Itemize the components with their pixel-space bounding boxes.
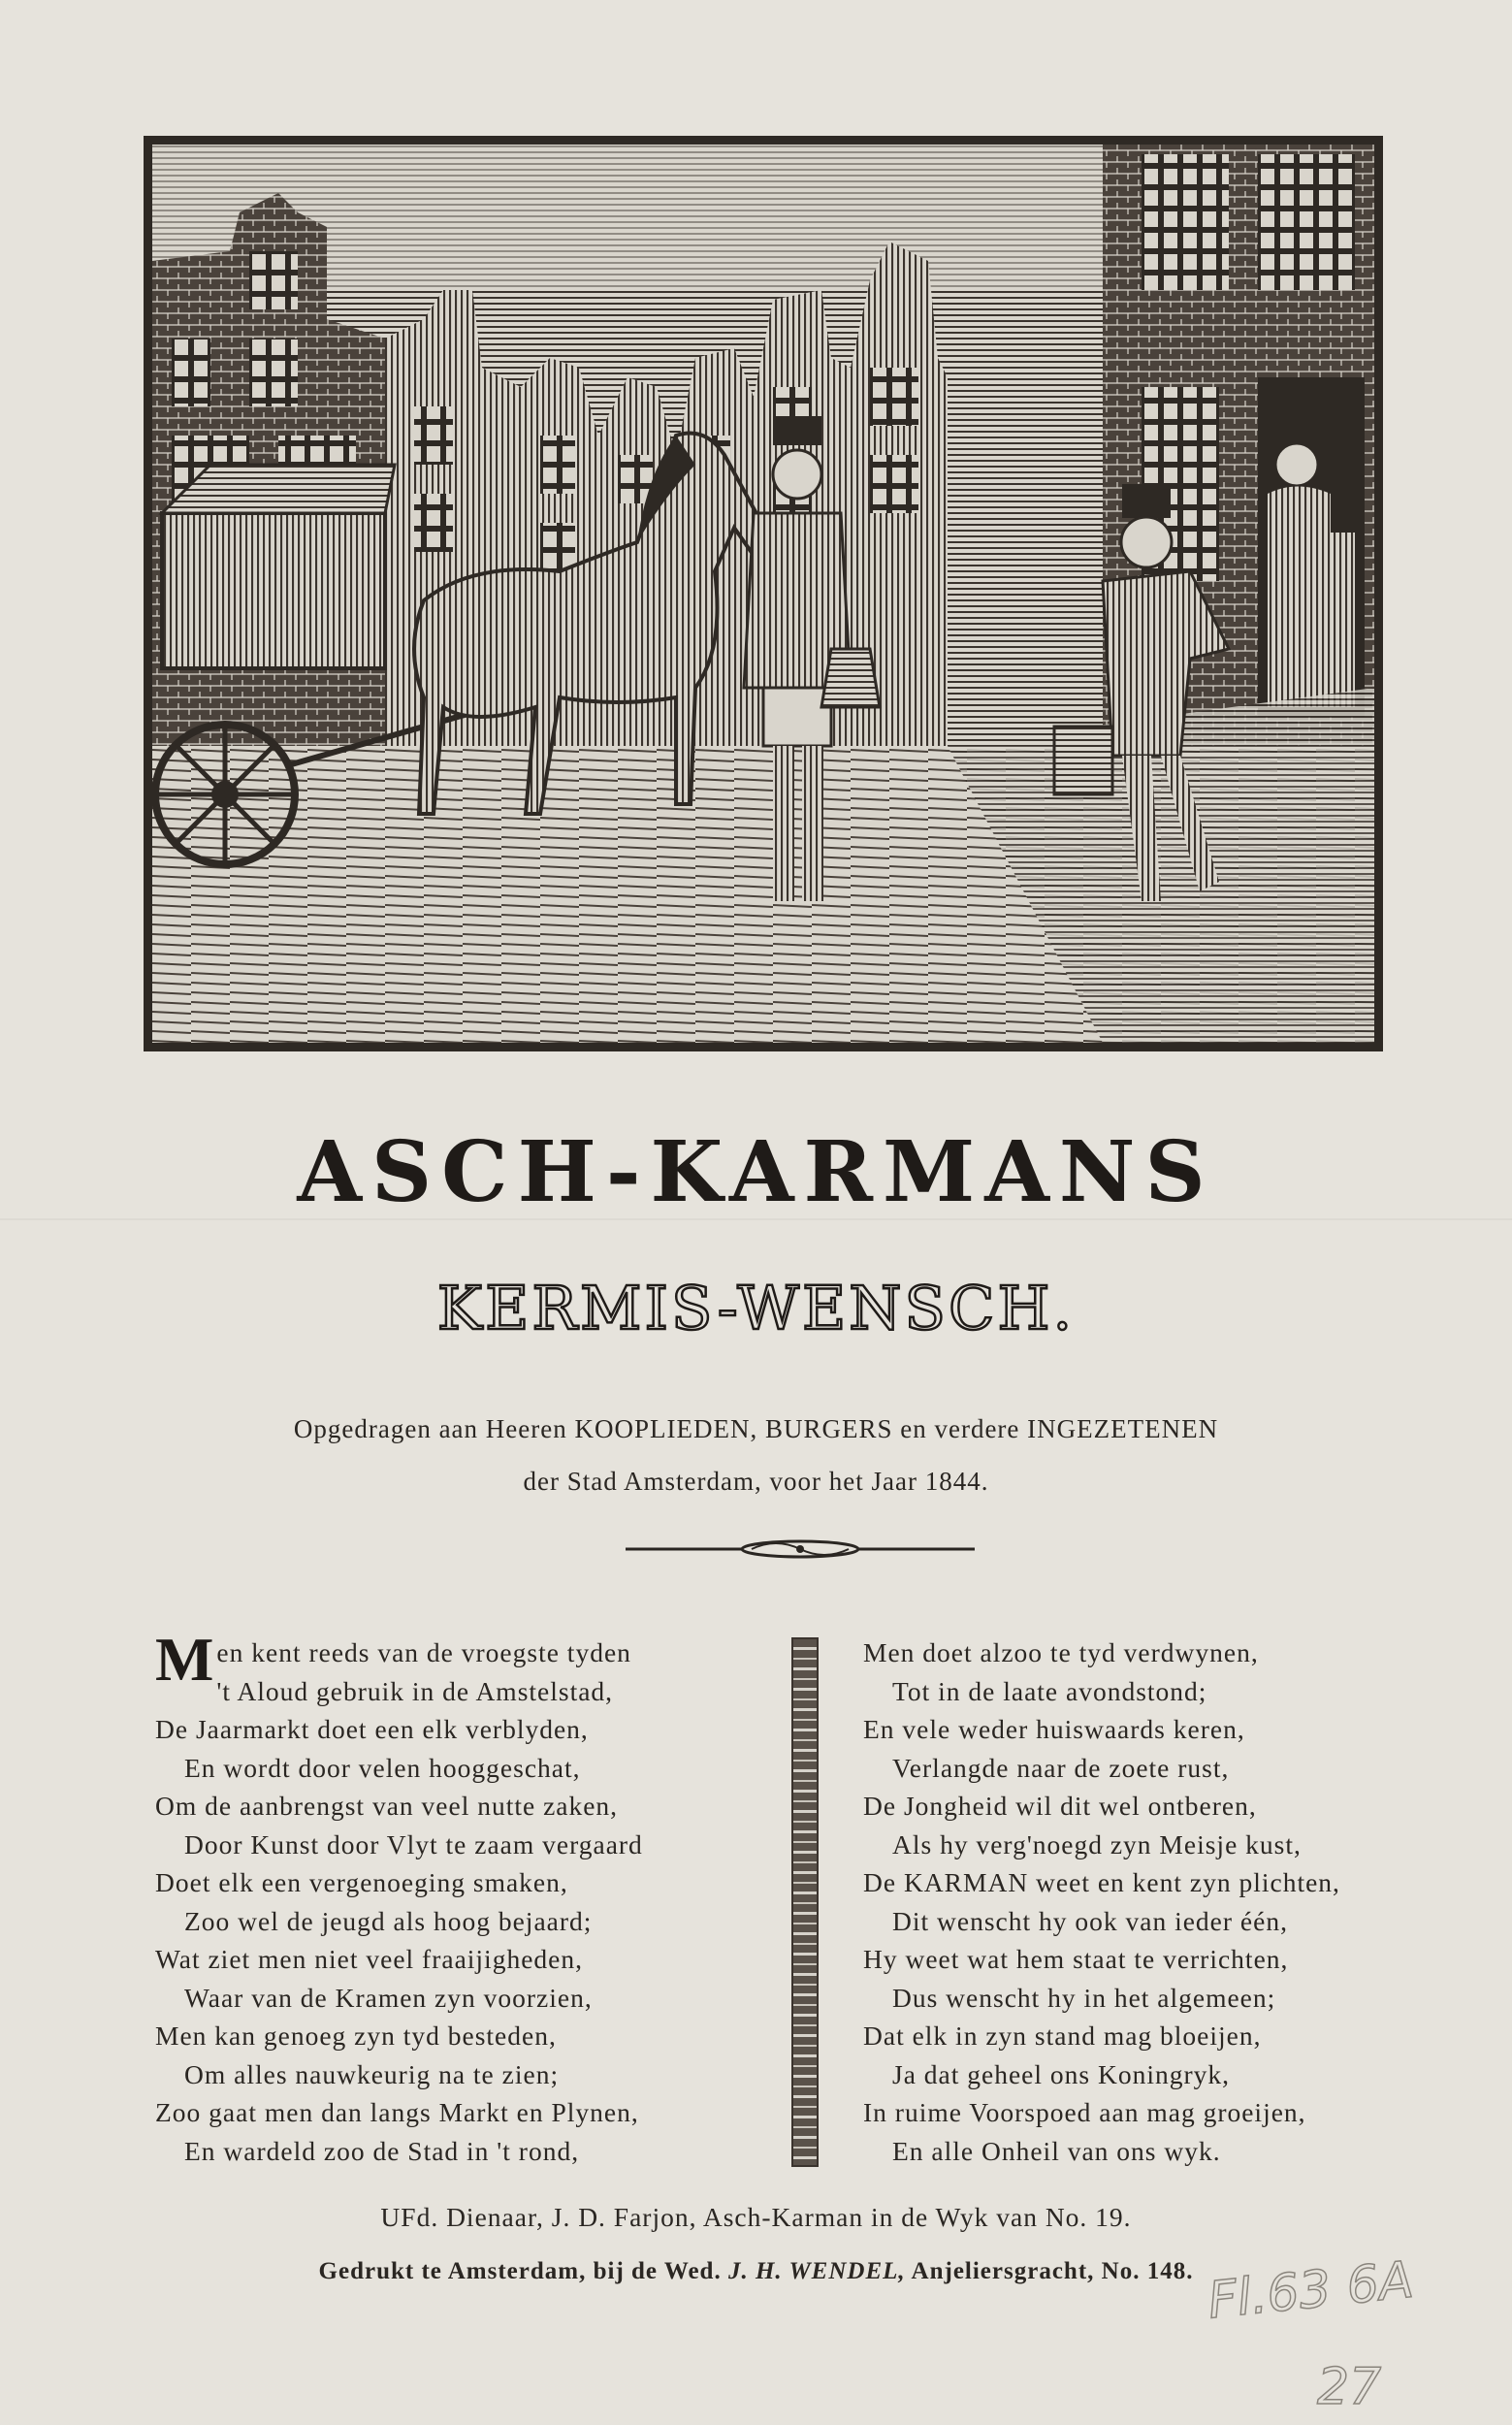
- poster-subtitle: KERMIS-WENSCH.: [436, 1273, 1076, 1343]
- verse-text: Hy weet wat hem staat te verrichten,: [863, 1944, 1289, 1974]
- verse-line: [863, 1979, 1340, 2018]
- verse-line: [863, 2017, 1340, 2055]
- verse-text: en kent reeds van de vroegste tyden: [216, 1637, 631, 1667]
- verse-text: Wat ziet men niet veel fraaijigheden,: [155, 1944, 583, 1974]
- printer-prefix: Gedrukt te Amsterdam, bij de Wed.: [318, 2258, 722, 2284]
- verse-line: [155, 2017, 643, 2055]
- poster-title: ASCH-KARMANS: [297, 1123, 1215, 1221]
- verse-text: Als hy verg'noegd zyn Meisje kust,: [892, 1828, 1302, 1859]
- verse-line: [155, 1787, 643, 1826]
- verse-text: De KARMAN weet en kent zyn plichten,: [863, 1867, 1340, 1897]
- verse-line: [155, 1979, 643, 2018]
- dedication-line-2: der Stad Amsterdam, voor het Jaar 1844.: [523, 1467, 989, 1496]
- verse-line: [863, 2132, 1340, 2171]
- verse-text: Dat elk in zyn stand mag bloeijen,: [863, 2021, 1262, 2051]
- verse-line: [155, 1902, 643, 1941]
- verse-text: Waar van de Kramen zyn voorzien,: [184, 1982, 593, 2013]
- column-divider-ornament: [791, 1637, 819, 2167]
- verse-line: [155, 1863, 643, 1902]
- verse-line: [863, 1863, 1340, 1902]
- verse-line: [863, 1902, 1340, 1941]
- verse-text: En wordt door velen hooggeschat,: [184, 1752, 581, 1783]
- archival-mark-text: Fl.63 6A: [1205, 2250, 1417, 2331]
- verse-line: [863, 2093, 1340, 2132]
- verse-text: En alle Onheil van ons wyk.: [892, 2135, 1221, 2166]
- verse-text: Zoo wel de jeugd als hoog bejaard;: [184, 1905, 593, 1936]
- verse-text: Dit wenscht hy ook van ieder één,: [892, 1905, 1288, 1936]
- verse-text: Doet elk een vergenoeging smaken,: [155, 1867, 568, 1897]
- verse-text: Om alles nauwkeurig na te zien;: [184, 2058, 560, 2089]
- verse-right-column: [863, 1633, 1340, 2170]
- verse-text: Zoo gaat men dan langs Markt en Plynen,: [155, 2097, 639, 2127]
- verse-line: [155, 2055, 643, 2094]
- verse-line: [155, 2132, 643, 2171]
- verse-line: [155, 1672, 643, 1711]
- verse-line: [155, 2093, 643, 2132]
- verse-text: Dus wenscht hy in het algemeen;: [892, 1982, 1276, 2013]
- printer-suffix: Anjeliersgracht, No. 148.: [911, 2258, 1194, 2284]
- verse-line: [863, 2055, 1340, 2094]
- verse-text: Men kan genoeg zyn tyd besteden,: [155, 2021, 557, 2051]
- verse-line: [863, 1749, 1340, 1788]
- verse-text: Door Kunst door Vlyt te zaam vergaard: [184, 1828, 643, 1859]
- verse-text: Men doet alzoo te tyd verdwynen,: [863, 1637, 1259, 1667]
- verse-text: En wardeld zoo de Stad in 't rond,: [184, 2135, 580, 2166]
- archival-mark-text-2: 27: [1317, 2358, 1382, 2416]
- verse-line: [863, 1826, 1340, 1864]
- verse-text: 't Aloud gebruik in de Amstelstad,: [216, 1675, 614, 1706]
- verse-text: De Jongheid wil dit wel ontberen,: [863, 1791, 1257, 1821]
- verse-text: En vele weder huiswaards keren,: [863, 1714, 1245, 1744]
- verse-text: Om de aanbrengst van veel nutte zaken,: [155, 1791, 619, 1821]
- verse-line: [863, 1710, 1340, 1749]
- verse-line: [155, 1940, 643, 1979]
- woodcut-illustration: [144, 136, 1383, 1051]
- verse-line: [863, 1672, 1340, 1711]
- verse-text: De Jaarmarkt doet een elk verblyden,: [155, 1714, 589, 1744]
- verse-line: [155, 1710, 643, 1749]
- verse-text: Verlangde naar de zoete rust,: [892, 1752, 1230, 1783]
- verse-line: [863, 1940, 1340, 1979]
- verse-line: [863, 1633, 1340, 1672]
- archival-pencil-mark: [1201, 2239, 1443, 2423]
- ornament-divider: [626, 1537, 975, 1561]
- verse-line: [863, 1787, 1340, 1826]
- verse-line: [155, 1749, 643, 1788]
- verse-text: Tot in de laate avondstond;: [892, 1675, 1207, 1706]
- dedication-line-1: Opgedragen aan Heeren KOOPLIEDEN, BURGERS en verdere INGEZETENEN: [293, 1414, 1219, 1443]
- verse-left-column: [155, 1625, 643, 2170]
- verse-line: [155, 1826, 643, 1864]
- signoff-line: UFd. Dienaar, J. D. Farjon, Asch-Karman in de Wyk van No. 19.: [380, 2202, 1132, 2232]
- verse-text: In ruime Voorspoed aan mag groeijen,: [863, 2097, 1306, 2127]
- drop-cap: M: [155, 1625, 215, 1694]
- printer-name: J. H. WENDEL,: [727, 2258, 906, 2284]
- verse-text: Ja dat geheel ons Koningryk,: [892, 2058, 1230, 2089]
